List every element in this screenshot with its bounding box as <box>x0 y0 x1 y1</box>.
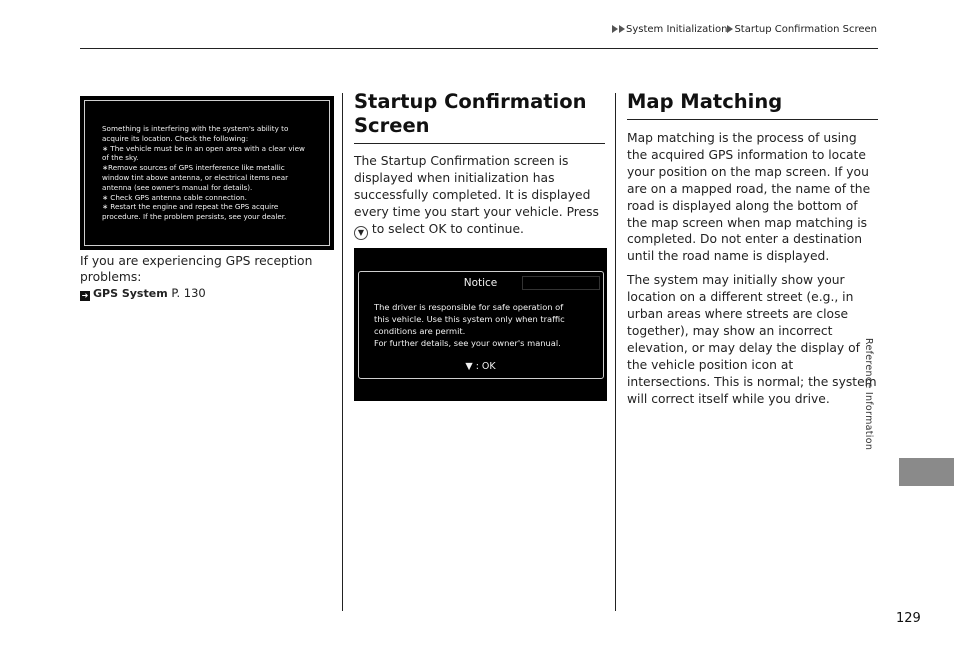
arrow-ref-icon: ➜ <box>81 291 89 300</box>
gps-reception-note: If you are experiencing GPS reception problems: <box>80 254 313 284</box>
startup-paragraph <box>354 153 606 240</box>
section-heading-map-matching: Map Matching <box>627 90 783 113</box>
triangle-right-icon <box>727 25 733 33</box>
breadcrumb-part1: System Initialization <box>625 24 728 35</box>
breadcrumb-part2: Startup Confirmation Screen <box>734 24 877 35</box>
map-matching-text <box>627 130 879 415</box>
notice-screen-image <box>354 248 607 401</box>
triangle-right-icon <box>612 25 618 33</box>
side-section-tab[interactable] <box>899 458 954 486</box>
column-divider-right <box>615 93 616 611</box>
gps-warning-screen-image <box>80 96 334 250</box>
page-number: 129 <box>896 611 921 626</box>
section-heading-startup: Startup Confirmation Screen <box>354 90 587 137</box>
gps-warning-line: ∗ The vehicle must be in an open area with a clear view of the sky. <box>102 143 305 163</box>
gps-warning-line: ∗ Check GPS antenna cable connection. <box>102 192 247 202</box>
cross-reference-link[interactable] <box>80 286 206 301</box>
gps-warning-text <box>102 124 314 222</box>
triangle-right-icon <box>619 25 625 33</box>
heading-underline <box>627 119 878 120</box>
xref-label: GPS System <box>93 287 168 300</box>
startup-text-3: to continue. <box>450 221 524 236</box>
dial-icon: ▼ <box>354 226 368 240</box>
startup-text-1: The Startup Confirmation screen is displayed when initialization has successfully completed. It is displayed every time you start your vehicle. Press <box>354 154 599 219</box>
side-section-label: Reference Information <box>863 338 874 451</box>
gps-warning-line: Something is interfering with the system's ability to acquire its location. Check the following: <box>102 124 289 143</box>
paragraph: Map matching is the process of using the acquired GPS information to locate your position on the map screen. If you are on a mapped road, the name of the road is displayed along the bottom of the map screen when map matching is completed. Do not enter a destination until the road name is displayed. <box>627 131 871 264</box>
gps-warning-line: ∗ Restart the engine and repeat the GPS acquire procedure. If the problem persists, see your dealer. <box>102 202 287 222</box>
ok-word: OK <box>428 221 447 236</box>
header-divider <box>80 48 878 49</box>
notice-ok <box>354 361 607 372</box>
notice-ok-label: : OK <box>475 361 496 372</box>
paragraph: The system may initially show your location on a different street (e.g., in urban areas where streets are close together), may show an incorrect elevation, or may delay the display of the vehicle position icon at intersections. This is normal; the system will correct itself while you drive. <box>627 273 877 406</box>
dial-icon: ▼ <box>465 361 473 372</box>
heading-underline <box>354 143 605 144</box>
xref-page: P. 130 <box>171 286 206 300</box>
column-divider-left <box>342 93 343 611</box>
startup-text-2: to select <box>371 221 425 236</box>
notice-message: The driver is responsible for safe operation of this vehicle. Use this system only when traffic conditions are permit. For further details, see your owner's manual. <box>374 302 565 348</box>
gps-warning-line: ∗Remove sources of GPS interference like metallic window tint above antenna, or electrical items near antenna (see owner's manual for details). <box>102 163 289 192</box>
breadcrumb <box>612 24 877 35</box>
notice-title: Notice <box>463 277 498 289</box>
